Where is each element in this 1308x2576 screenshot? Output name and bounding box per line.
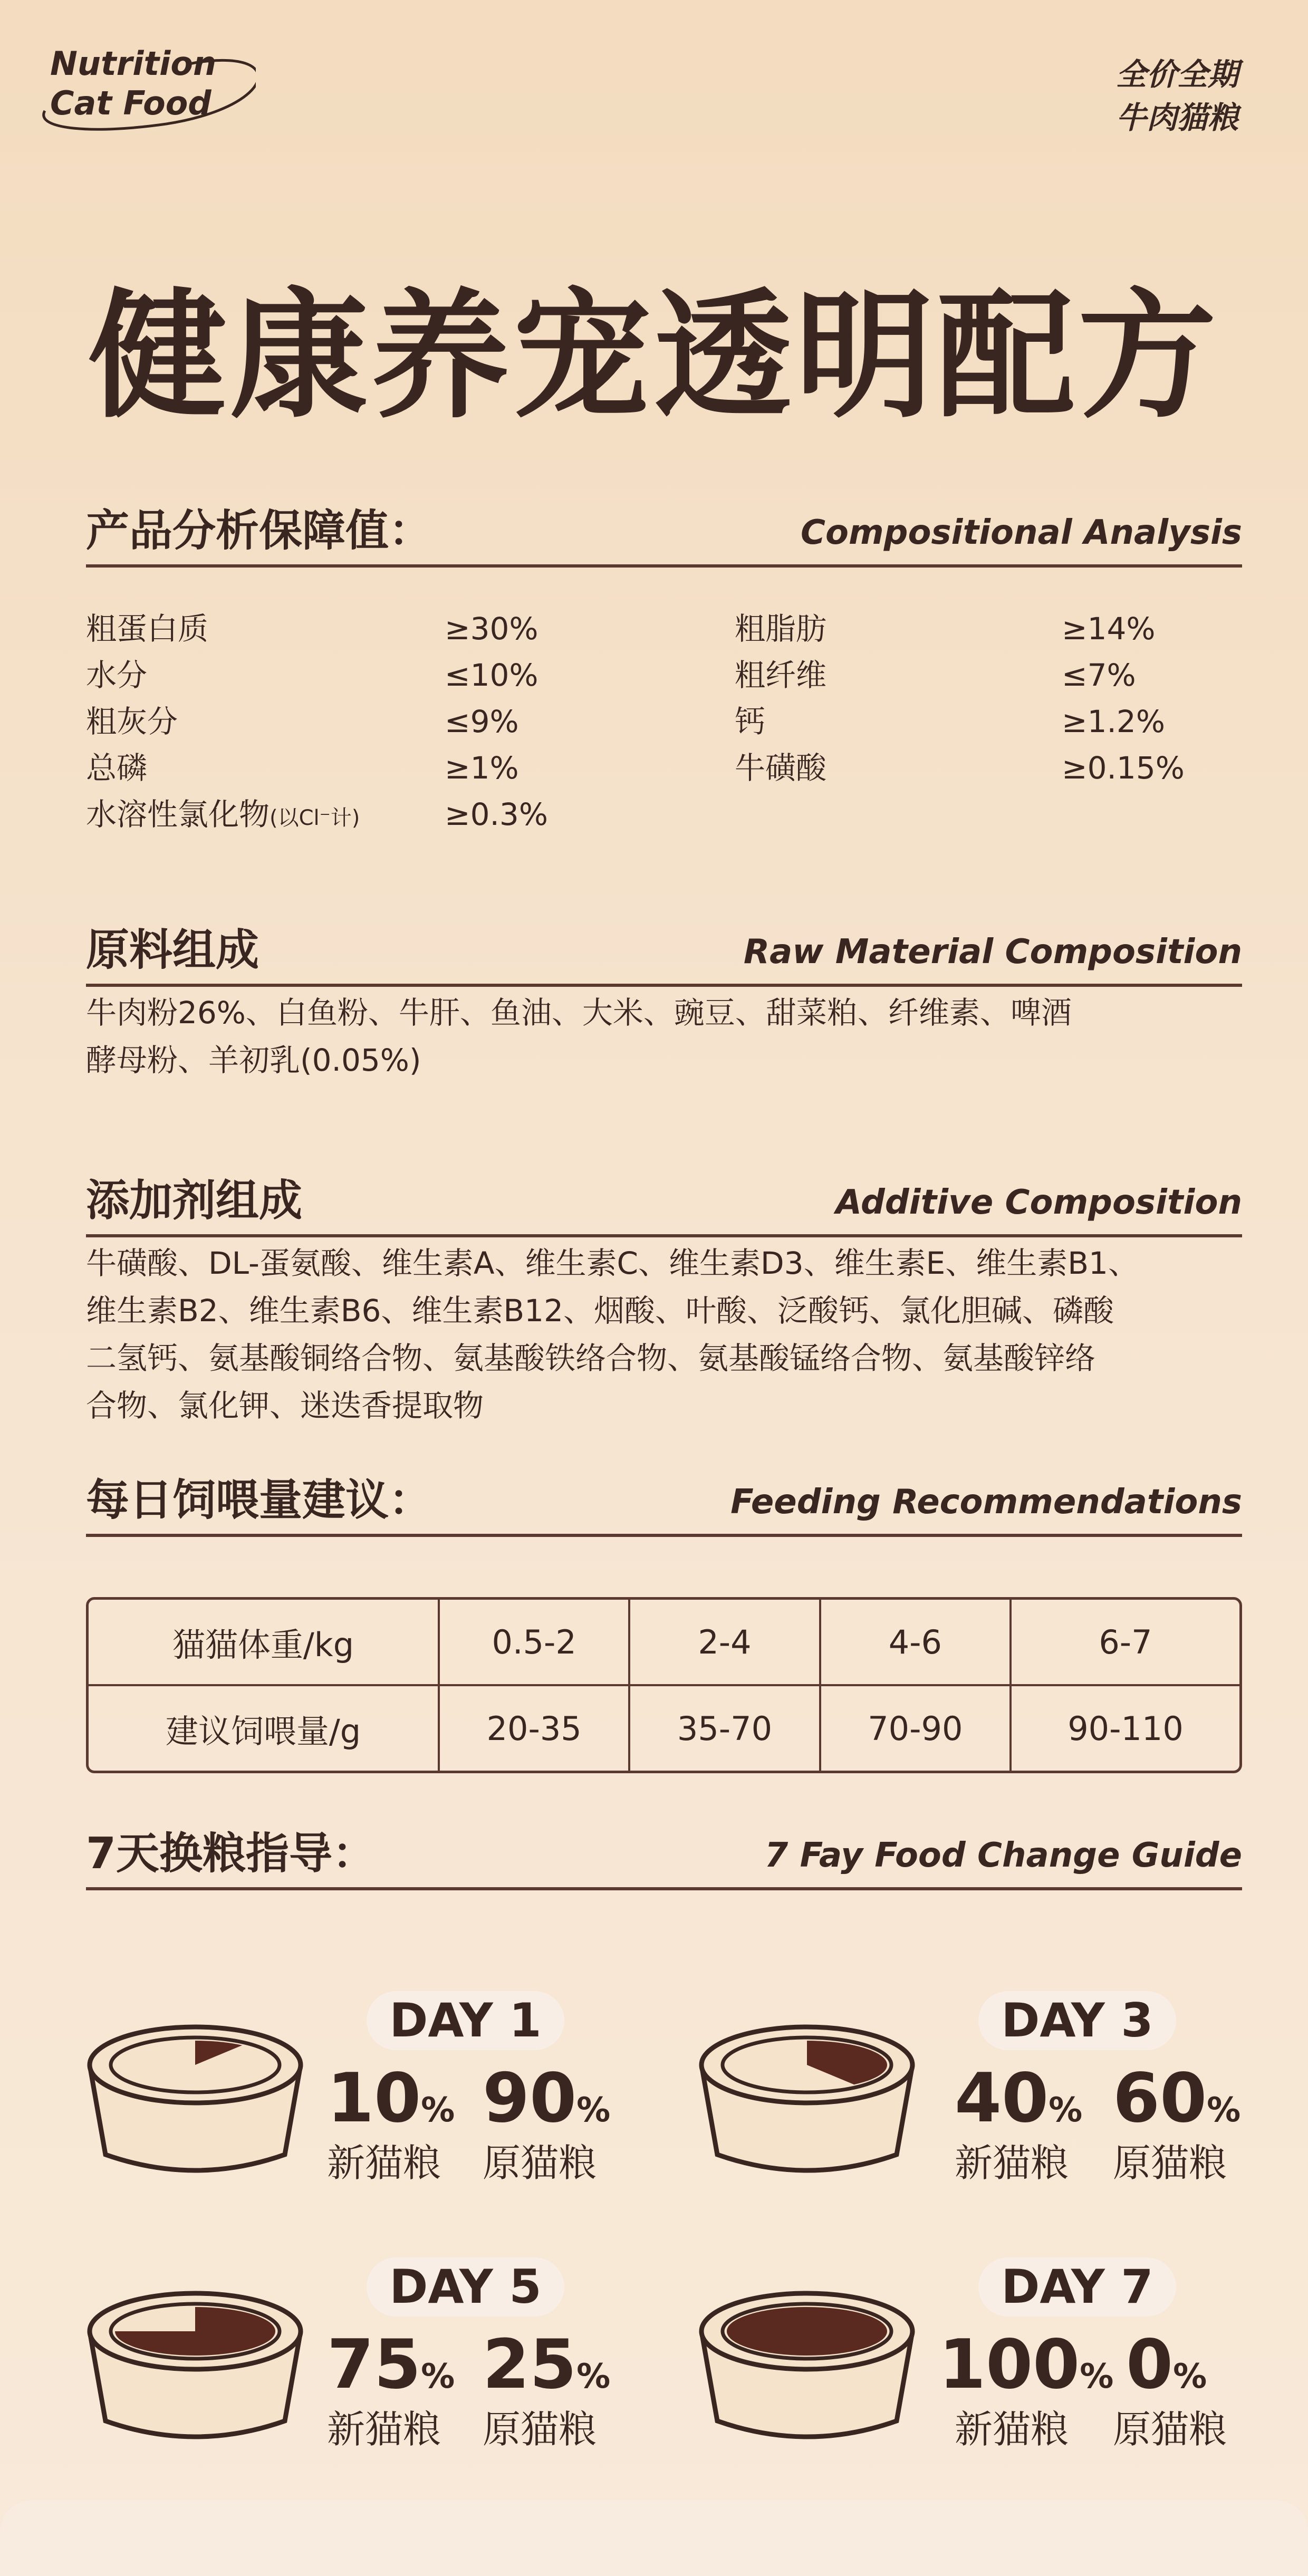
table-cell: 猫猫体重/kg xyxy=(89,1600,439,1685)
percent-unit: % xyxy=(1173,2357,1207,2396)
day-block-1 xyxy=(84,1991,686,2213)
guide-title: 7天换粮指导： xyxy=(86,1829,376,1879)
day-block-5 xyxy=(84,2257,686,2479)
old-percent xyxy=(1113,2059,1241,2138)
day-badge: DAY 5 xyxy=(367,2257,564,2317)
additive-text xyxy=(86,1239,1242,1429)
table-row xyxy=(89,1600,1239,1685)
feeding-title: 每日饲喂量建议： xyxy=(86,1475,432,1525)
feeding-title-en: Feeding Recommendations xyxy=(730,1483,1242,1522)
analysis-value: ≤9% xyxy=(445,704,519,739)
new-food-label: 新猫粮 xyxy=(955,2141,1069,2185)
percent-unit: % xyxy=(1049,2091,1083,2130)
analysis-name: 水分 xyxy=(86,657,148,693)
percent-unit: % xyxy=(576,2357,611,2396)
additive-line: 二氢钙、氨基酸铜络合物、氨基酸铁络合物、氨基酸锰络合物、氨基酸锌络 xyxy=(86,1340,1096,1376)
day-badge: DAY 7 xyxy=(978,2257,1176,2317)
logo-text-cat-food: Cat Food xyxy=(50,84,211,122)
product-type-line2: 牛肉猫粮 xyxy=(1115,100,1238,136)
bottom-panel xyxy=(0,2500,1308,2576)
day-block-7 xyxy=(696,2257,1297,2479)
bowl-icon xyxy=(696,2023,918,2181)
percent-unit: % xyxy=(576,2091,611,2130)
table-cell: 20-35 xyxy=(439,1685,629,1771)
percent-unit: % xyxy=(1207,2091,1241,2130)
day-block-3 xyxy=(696,1991,1297,2213)
percent-unit: % xyxy=(421,2357,455,2396)
analysis-title-en: Compositional Analysis xyxy=(801,513,1242,552)
new-percent xyxy=(939,2325,1114,2404)
old-percent xyxy=(483,2325,611,2404)
analysis-grid xyxy=(86,605,1242,838)
new-food-label: 新猫粮 xyxy=(327,2141,441,2185)
analysis-name: 牛磺酸 xyxy=(735,750,827,786)
raw-text xyxy=(86,989,1242,1084)
day-badge: DAY 1 xyxy=(367,1991,564,2050)
analysis-note: (以Cl⁻计) xyxy=(270,806,360,830)
additive-line: 牛磺酸、DL-蛋氨酸、维生素A、维生素C、维生素D3、维生素E、维生素B1、 xyxy=(86,1245,1139,1281)
bowl-icon xyxy=(84,2289,306,2447)
guide-header xyxy=(86,1829,1242,1890)
new-percent-value: 40 xyxy=(955,2059,1049,2138)
additive-line: 合物、氯化钾、迷迭香提取物 xyxy=(86,1388,484,1424)
percent-unit: % xyxy=(421,2091,455,2130)
old-percent xyxy=(1126,2325,1207,2404)
main-title: 健康养宠透明配方 xyxy=(89,276,1219,437)
table-cell: 6-7 xyxy=(1011,1600,1239,1685)
analysis-name: 粗纤维 xyxy=(735,657,827,693)
analysis-title: 产品分析保障值： xyxy=(86,506,432,556)
product-type-label xyxy=(1116,53,1238,139)
feeding-header xyxy=(86,1476,1242,1537)
old-food-label: 原猫粮 xyxy=(1113,2141,1227,2185)
feeding-table xyxy=(86,1597,1242,1773)
analysis-name-text: 水溶性氯化物 xyxy=(86,796,270,832)
table-cell: 90-110 xyxy=(1011,1685,1239,1771)
table-cell: 建议饲喂量/g xyxy=(89,1685,439,1771)
new-percent-value: 10 xyxy=(327,2059,421,2138)
raw-line: 酵母粉、羊初乳(0.05%) xyxy=(86,1042,421,1078)
additive-line: 维生素B2、维生素B6、维生素B12、烟酸、叶酸、泛酸钙、氯化胆碱、磷酸 xyxy=(86,1293,1114,1329)
new-percent-value: 75 xyxy=(327,2325,421,2404)
analysis-name: 粗脂肪 xyxy=(735,611,827,647)
new-food-label: 新猫粮 xyxy=(955,2407,1069,2452)
product-type-line1: 全价全期 xyxy=(1115,56,1238,92)
old-percent-value: 25 xyxy=(483,2325,577,2404)
table-cell: 0.5-2 xyxy=(439,1600,629,1685)
table-cell: 35-70 xyxy=(629,1685,820,1771)
new-percent xyxy=(327,2059,455,2138)
raw-header xyxy=(86,926,1242,987)
table-cell: 4-6 xyxy=(820,1600,1011,1685)
additive-title: 添加剂组成 xyxy=(86,1176,303,1226)
analysis-header xyxy=(86,506,1242,568)
raw-title: 原料组成 xyxy=(86,925,259,975)
analysis-value: ≥1% xyxy=(445,750,519,786)
logo-text-nutrition: Nutrition xyxy=(50,44,217,83)
old-food-label: 原猫粮 xyxy=(483,2141,597,2185)
analysis-value: ≤10% xyxy=(445,657,538,693)
bowl-icon xyxy=(696,2289,918,2447)
analysis-value: ≥30% xyxy=(445,611,538,647)
analysis-name: 钙 xyxy=(735,704,766,739)
bowl-icon xyxy=(84,2023,306,2181)
new-food-label: 新猫粮 xyxy=(327,2407,441,2452)
additive-header xyxy=(86,1176,1242,1237)
analysis-value: ≥1.2% xyxy=(1062,704,1165,739)
analysis-name: 总磷 xyxy=(86,750,148,786)
raw-line: 牛肉粉26%、白鱼粉、牛肝、鱼油、大米、豌豆、甜菜粕、纤维素、啤酒 xyxy=(86,995,1072,1031)
analysis-value: ≥0.15% xyxy=(1062,750,1185,786)
new-percent xyxy=(955,2059,1083,2138)
bowl-fill xyxy=(727,2307,887,2356)
analysis-value: ≤7% xyxy=(1062,657,1136,693)
raw-title-en: Raw Material Composition xyxy=(743,933,1242,972)
analysis-value: ≥14% xyxy=(1062,611,1156,647)
table-cell: 70-90 xyxy=(820,1685,1011,1771)
new-percent xyxy=(327,2325,455,2404)
brand-logo xyxy=(29,37,256,137)
new-percent-value: 100 xyxy=(939,2325,1080,2404)
old-percent-value: 0 xyxy=(1126,2325,1174,2404)
analysis-name: 粗蛋白质 xyxy=(86,611,209,647)
old-food-label: 原猫粮 xyxy=(1113,2407,1227,2452)
old-percent-value: 60 xyxy=(1113,2059,1207,2138)
analysis-value: ≥0.3% xyxy=(445,796,548,832)
old-percent xyxy=(483,2059,611,2138)
analysis-name: 粗灰分 xyxy=(86,704,178,739)
table-row xyxy=(89,1685,1239,1771)
table-cell: 2-4 xyxy=(629,1600,820,1685)
percent-unit: % xyxy=(1080,2357,1114,2396)
old-food-label: 原猫粮 xyxy=(483,2407,597,2452)
analysis-name xyxy=(86,791,445,838)
day-badge: DAY 3 xyxy=(978,1991,1176,2050)
additive-title-en: Additive Composition xyxy=(835,1183,1242,1222)
old-percent-value: 90 xyxy=(483,2059,577,2138)
guide-title-en: 7 Fay Food Change Guide xyxy=(764,1836,1242,1875)
